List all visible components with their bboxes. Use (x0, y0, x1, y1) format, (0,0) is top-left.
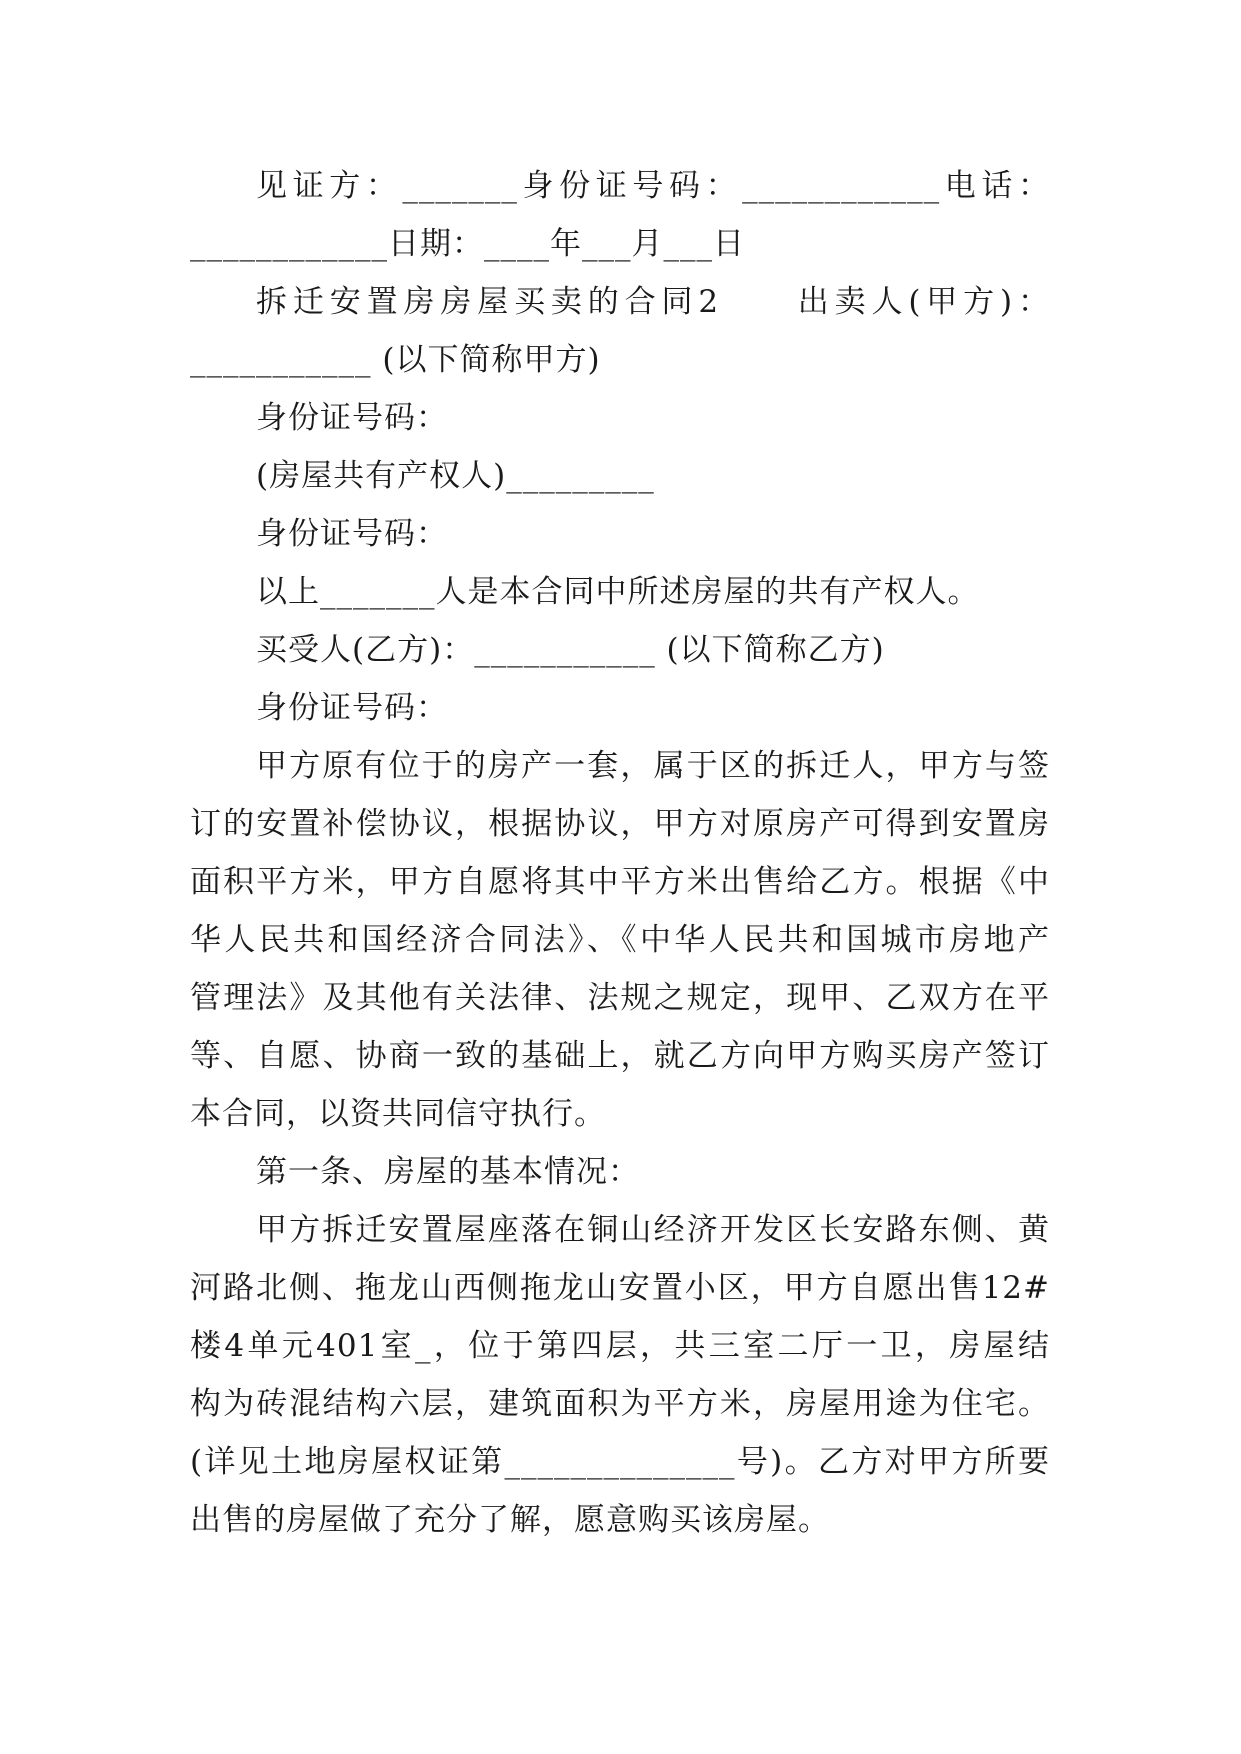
co-owners-statement: 以上_______人是本合同中所述房屋的共有产权人。 (256, 574, 980, 610)
article-one-line: 甲方拆迁安置屋座落在铜山经济开发区长安路东侧、黄 (256, 1212, 1050, 1248)
seller-abbrev-line: ___________ (以下简称甲方) (190, 342, 601, 378)
article-one-line: 构为砖混结构六层，建筑面积为平方米，房屋用途为住宅。 (190, 1386, 1050, 1422)
body-paragraph-line: 订的安置补偿协议，根据协议，甲方对原房产可得到安置房 (190, 806, 1050, 842)
article-one-line: 出售的房屋做了充分了解，愿意购买该房屋。 (190, 1502, 830, 1538)
body-paragraph-line: 等、自愿、协商一致的基础上，就乙方向甲方购买房产签订 (190, 1038, 1050, 1074)
body-paragraph-line: 管理法》及其他有关法律、法规之规定，现甲、乙双方在平 (190, 980, 1050, 1016)
seller-id-line: 身份证号码： (256, 400, 448, 436)
body-paragraph-line: 本合同，以资共同信守执行。 (190, 1096, 606, 1132)
contract-title-seller-line: 拆迁安置房房屋买卖的合同2 出卖人(甲方)： (256, 284, 1050, 320)
body-paragraph-line: 甲方原有位于的房产一套，属于区的拆迁人，甲方与签 (256, 748, 1050, 784)
co-owner-id-line: 身份证号码： (256, 516, 448, 552)
body-paragraph-line: 面积平方米，甲方自愿将其中平方米出售给乙方。根据《中 (190, 864, 1050, 900)
body-paragraph-line: 华人民共和国经济合同法》、《中华人民共和国城市房地产 (190, 922, 1050, 958)
article-one-line: (详见土地房屋权证第______________号)。乙方对甲方所要 (190, 1444, 1050, 1480)
article-one-heading: 第一条、房屋的基本情况： (256, 1154, 640, 1190)
buyer-id-line: 身份证号码： (256, 690, 448, 726)
witness-line: 见证方：_______身份证号码：____________电话： (256, 168, 1050, 204)
article-one-line: 河路北侧、拖龙山西侧拖龙山安置小区，甲方自愿出售12# (190, 1270, 1050, 1306)
co-owner-line: (房屋共有产权人)_________ (256, 458, 655, 494)
article-one-line: 楼4单元401室_，位于第四层，共三室二厅一卫，房屋结 (190, 1328, 1050, 1364)
buyer-line: 买受人(乙方)：___________ (以下简称乙方) (256, 632, 885, 668)
witness-date-line: ____________日期：____年___月___日 (190, 226, 745, 262)
